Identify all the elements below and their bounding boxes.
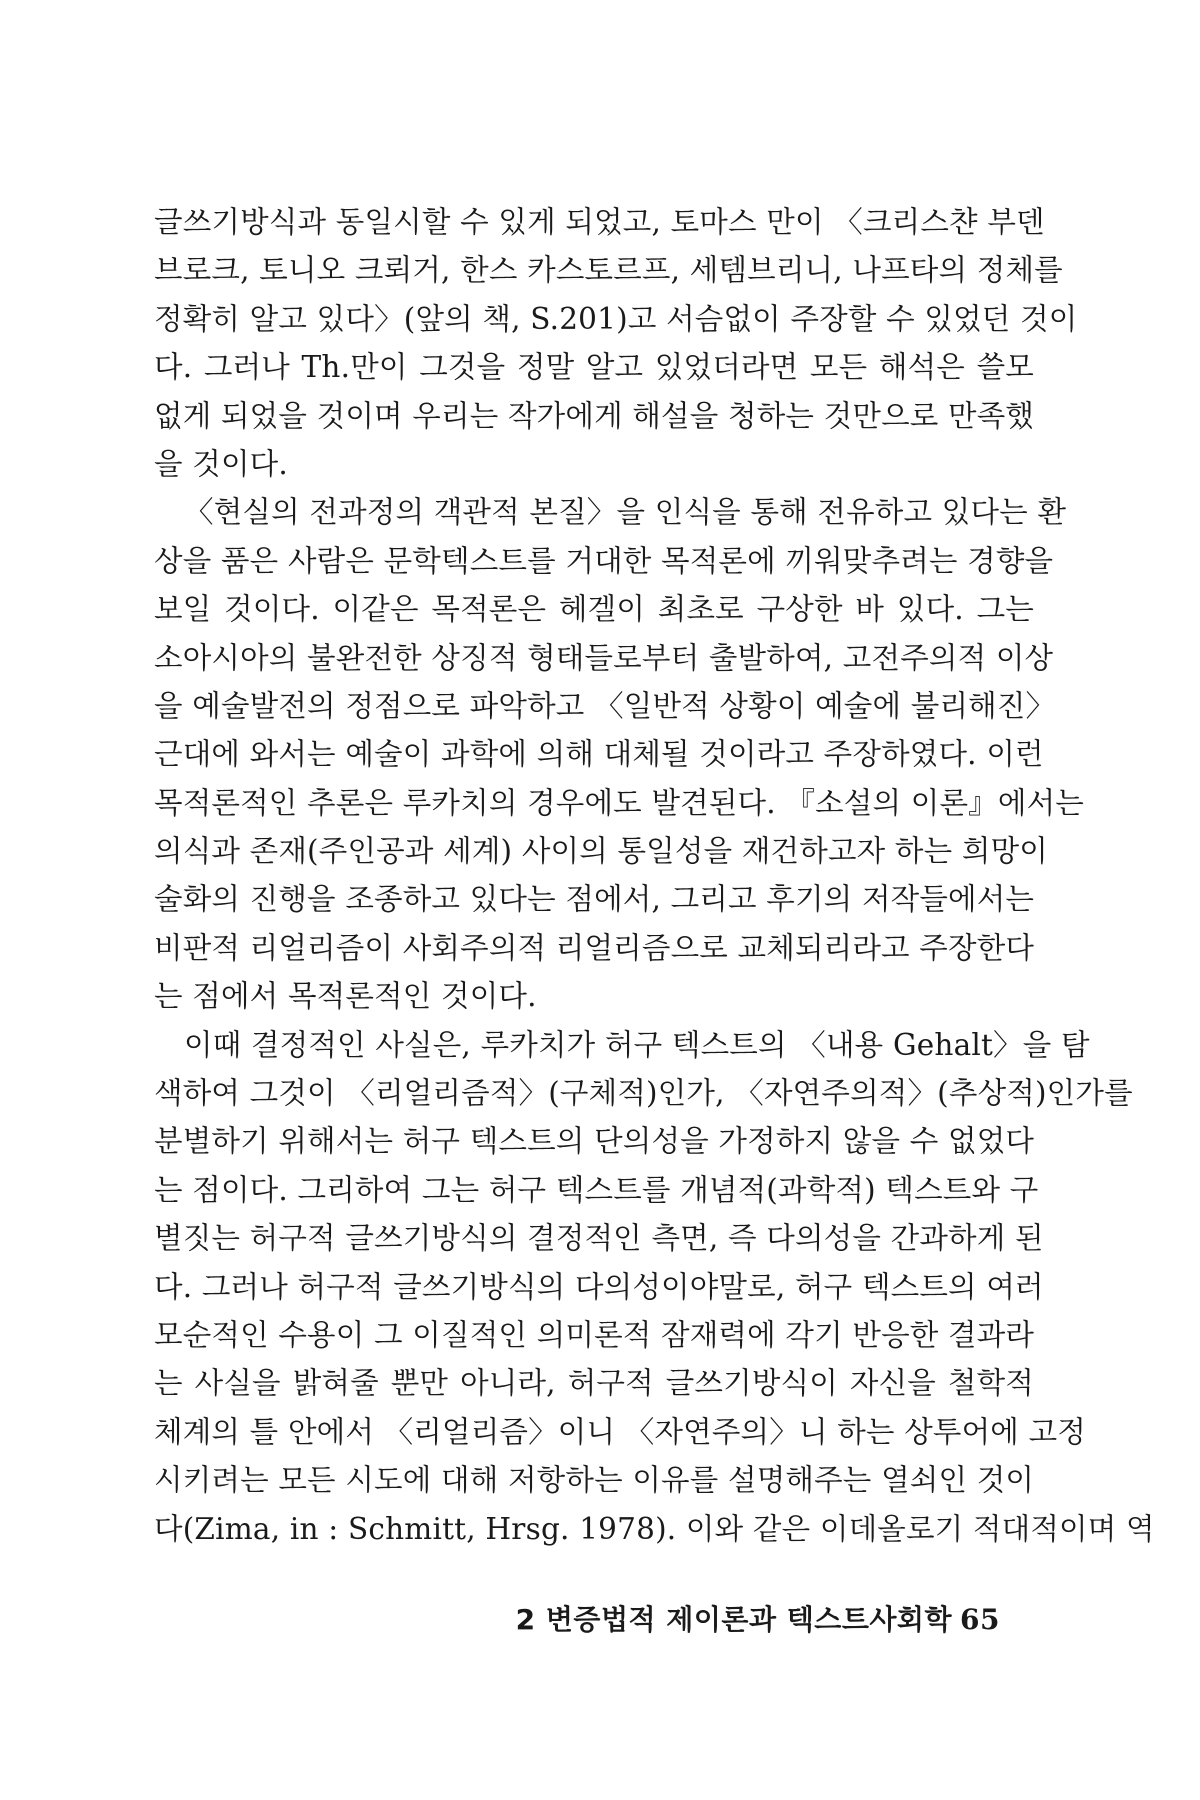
- text-line: 체계의 틀 안에서 〈리얼리즘〉이니 〈자연주의〉니 하는 상투어에 고정: [154, 1414, 1086, 1449]
- text-line: 는 사실을 밝혀줄 뿐만 아니라, 허구적 글쓰기방식이 자신을 철학적: [154, 1366, 1034, 1401]
- text-line: 보일 것이다. 이같은 목적론은 헤겔이 최초로 구상한 바 있다. 그는: [154, 592, 1034, 627]
- text-line: 다. 그러나 허구적 글쓰기방식의 다의성이야말로, 허구 텍스트의 여러: [154, 1269, 1044, 1304]
- text-line: 술화의 진행을 조종하고 있다는 점에서, 그리고 후기의 저작들에서는: [154, 882, 1035, 917]
- page-footer: [516, 1598, 1000, 1638]
- text-line: 목적론적인 추론은 루카치의 경우에도 발견된다. 『소설의 이론』에서는: [154, 785, 1084, 820]
- text-line: 별짓는 허구적 글쓰기방식의 결정적인 측면, 즉 다의성을 간과하게 된: [154, 1221, 1044, 1256]
- text-line: 다. 그러나 Th.만이 그것을 정말 알고 있었더라면 모든 해석은 쓸모: [154, 350, 1034, 385]
- text-line: 글쓰기방식과 동일시할 수 있게 되었고, 토마스 만이 〈크리스챤 부덴: [154, 205, 1045, 239]
- text-line: 브로크, 토니오 크뢰거, 한스 카스토르프, 세템브리니, 나프타의 정체를: [154, 253, 1063, 288]
- page-number: 65: [960, 1603, 1000, 1636]
- text-line: 시키려는 모든 시도에 대해 저항하는 이유를 설명해주는 열쇠인 것이: [154, 1463, 1035, 1498]
- text-line: 는 점에서 목적론적인 것이다.: [154, 979, 537, 1014]
- text-line: 비판적 리얼리즘이 사회주의적 리얼리즘으로 교체되리라고 주장한다: [154, 930, 1035, 965]
- text-line: 을 예술발전의 정점으로 파악하고 〈일반적 상황이 예술에 불리해진〉: [154, 688, 1056, 723]
- text-line: 정확히 알고 있다〉(앞의 책, S.201)고 서슴없이 주장할 수 있었던 것이: [154, 301, 1078, 336]
- text-line: 이때 결정적인 사실은, 루카치가 허구 텍스트의 〈내용 Gehalt〉을 탐: [184, 1027, 1090, 1062]
- text-line: 는 점이다. 그리하여 그는 허구 텍스트를 개념적(과학적) 텍스트와 구: [154, 1172, 1039, 1207]
- text-line: 〈현실의 전과정의 객관적 본질〉을 인식을 통해 전유하고 있다는 환: [184, 495, 1067, 530]
- text-line: 상을 품은 사람은 문학텍스트를 거대한 목적론에 끼워맞추려는 경향을: [154, 543, 1054, 578]
- text-line: 다(Zima, in : Schmitt, Hrsg. 1978). 이와 같은 이데올로기 적대적이며 역: [154, 1511, 1155, 1546]
- text-line: 소아시아의 불완전한 상징적 형태들로부터 출발하여, 고전주의적 이상: [154, 640, 1054, 675]
- text-line: 의식과 존재(주인공과 세계) 사이의 통일성을 재건하고자 하는 희망이: [154, 834, 1048, 869]
- text-line: 근대에 와서는 예술이 과학에 의해 대체될 것이라고 주장하였다. 이런: [154, 737, 1044, 772]
- running-head: 2 변증법적 제이론과 텍스트사회학: [515, 1603, 953, 1636]
- text-line: 없게 되었을 것이며 우리는 작가에게 해설을 청하는 것만으로 만족했: [154, 398, 1035, 433]
- text-line: 모순적인 수용이 그 이질적인 의미론적 잠재력에 각기 반응한 결과라: [154, 1317, 1035, 1352]
- text-line: 색하여 그것이 〈리얼리즘적〉(구체적)인가, 〈자연주의적〉(추상적)인가를: [154, 1076, 1133, 1111]
- body-text: [154, 198, 1155, 1553]
- text-line: 을 것이다.: [154, 446, 288, 481]
- text-line: 분별하기 위해서는 허구 텍스트의 단의성을 가정하지 않을 수 없었다: [154, 1124, 1035, 1159]
